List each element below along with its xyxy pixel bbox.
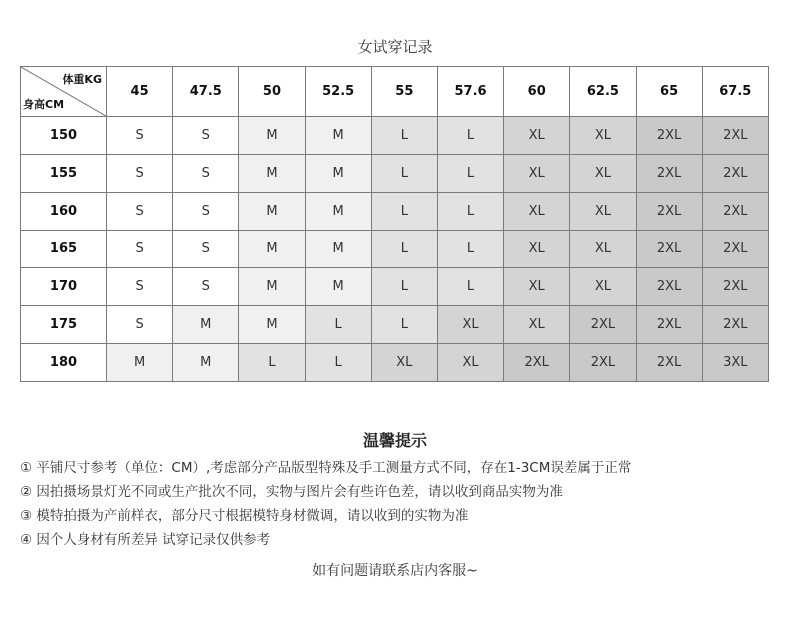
tips-list <box>20 456 780 552</box>
height-header: 180 <box>21 344 107 382</box>
size-cell: XL <box>437 344 503 382</box>
weight-axis-label: 体重KG <box>62 73 102 86</box>
size-cell: L <box>437 230 503 268</box>
size-cell: 2XL <box>636 268 702 306</box>
size-cell: M <box>239 154 305 192</box>
table-row <box>21 117 769 155</box>
page-title: 女试穿记录 <box>357 38 433 56</box>
height-header: 175 <box>21 306 107 344</box>
size-cell: 2XL <box>570 344 636 382</box>
table-row <box>21 230 769 268</box>
tip-item: ③ 模特拍摄为产前样衣，部分尺寸根据模特身材微调，请以收到的实物为准 <box>20 508 469 524</box>
size-cell: XL <box>504 154 570 192</box>
size-cell: L <box>437 154 503 192</box>
size-cell: S <box>107 268 173 306</box>
weight-header: 67.5 <box>702 67 768 117</box>
size-cell: M <box>239 117 305 155</box>
size-cell: 2XL <box>636 192 702 230</box>
size-cell: S <box>107 306 173 344</box>
size-cell: 2XL <box>636 230 702 268</box>
tip-item: ④ 因个人身材有所差异 试穿记录仅供参考 <box>20 532 271 548</box>
size-cell: L <box>371 230 437 268</box>
size-cell: XL <box>504 268 570 306</box>
height-header: 150 <box>21 117 107 155</box>
corner-cell <box>21 67 107 117</box>
size-cell: M <box>107 344 173 382</box>
size-cell: M <box>305 268 371 306</box>
size-cell: S <box>107 154 173 192</box>
size-cell: M <box>305 154 371 192</box>
size-cell: S <box>107 192 173 230</box>
size-cell: 2XL <box>702 306 768 344</box>
table-row <box>21 154 769 192</box>
height-header: 170 <box>21 268 107 306</box>
tip-item: ① 平铺尺寸参考（单位：CM）,考虑部分产品版型特殊及手工测量方式不同，存在1-3CM误差属于正常 <box>20 460 632 476</box>
weight-header: 52.5 <box>305 67 371 117</box>
height-header: 165 <box>21 230 107 268</box>
height-axis-label: 身高CM <box>23 98 65 111</box>
tip-item: ② 因拍摄场景灯光不同或生产批次不同，实物与图片会有些许色差，请以收到商品实物为准 <box>20 484 563 500</box>
size-cell: S <box>173 192 239 230</box>
size-cell: S <box>173 117 239 155</box>
tips-title: 温馨提示 <box>362 431 427 450</box>
size-cell: 3XL <box>702 344 768 382</box>
size-cell: 2XL <box>636 117 702 155</box>
table-row <box>21 344 769 382</box>
size-cell: M <box>305 230 371 268</box>
size-cell: S <box>173 154 239 192</box>
size-cell: L <box>371 154 437 192</box>
size-cell: L <box>371 268 437 306</box>
size-cell: L <box>437 192 503 230</box>
size-cell: M <box>305 192 371 230</box>
size-cell: M <box>239 192 305 230</box>
weight-header: 45 <box>107 67 173 117</box>
size-cell: XL <box>504 117 570 155</box>
size-cell: S <box>173 230 239 268</box>
size-cell: M <box>173 306 239 344</box>
size-cell: XL <box>570 230 636 268</box>
size-cell: 2XL <box>636 154 702 192</box>
size-cell: S <box>173 268 239 306</box>
size-cell: L <box>371 117 437 155</box>
table-row <box>21 306 769 344</box>
table-row <box>21 268 769 306</box>
size-cell: 2XL <box>702 268 768 306</box>
size-cell: 2XL <box>636 344 702 382</box>
size-cell: XL <box>570 154 636 192</box>
size-cell: M <box>239 268 305 306</box>
size-cell: S <box>107 230 173 268</box>
weight-header: 50 <box>239 67 305 117</box>
size-cell: L <box>305 344 371 382</box>
weight-header: 60 <box>504 67 570 117</box>
weight-header: 62.5 <box>570 67 636 117</box>
weight-header: 57.6 <box>437 67 503 117</box>
size-cell: 2XL <box>702 154 768 192</box>
size-cell: L <box>437 117 503 155</box>
size-cell: M <box>305 117 371 155</box>
size-cell: 2XL <box>636 306 702 344</box>
weight-header: 65 <box>636 67 702 117</box>
size-cell: XL <box>570 268 636 306</box>
height-header: 155 <box>21 154 107 192</box>
height-header: 160 <box>21 192 107 230</box>
size-cell: 2XL <box>702 230 768 268</box>
size-cell: M <box>239 306 305 344</box>
size-cell: L <box>437 268 503 306</box>
size-cell: L <box>371 192 437 230</box>
size-cell: L <box>371 306 437 344</box>
size-cell: 2XL <box>702 117 768 155</box>
size-cell: XL <box>504 192 570 230</box>
size-cell: 2XL <box>504 344 570 382</box>
size-table <box>20 66 769 382</box>
table-row <box>21 192 769 230</box>
size-cell: 2XL <box>570 306 636 344</box>
size-cell: XL <box>437 306 503 344</box>
size-cell: XL <box>504 230 570 268</box>
size-cell: 2XL <box>702 192 768 230</box>
size-cell: L <box>305 306 371 344</box>
size-cell: M <box>239 230 305 268</box>
weight-header: 47.5 <box>173 67 239 117</box>
size-cell: XL <box>504 306 570 344</box>
size-cell: XL <box>570 117 636 155</box>
size-cell: XL <box>570 192 636 230</box>
size-cell: XL <box>371 344 437 382</box>
weight-header: 55 <box>371 67 437 117</box>
size-cell: S <box>107 117 173 155</box>
size-cell: L <box>239 344 305 382</box>
footer-note: 如有问题请联系店内客服~ <box>312 563 478 579</box>
header-row <box>21 67 769 117</box>
size-cell: M <box>173 344 239 382</box>
